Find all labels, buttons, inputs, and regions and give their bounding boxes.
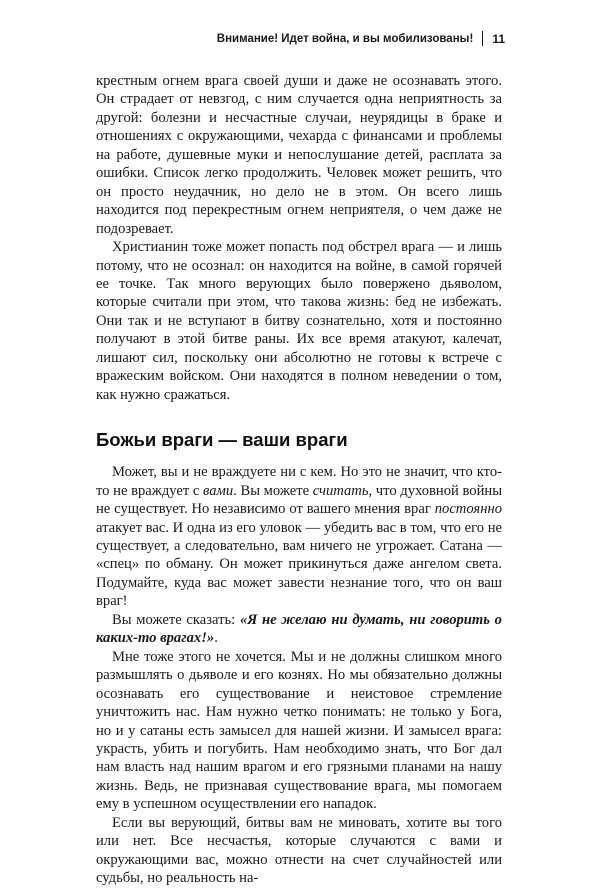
quote: «Я не желаю ни думать, ни говорить о каких-то врагах!» xyxy=(96,611,502,647)
text-run: Может, вы и не враждуете ни с кем. Но это не значит, что кто-то не враждует с xyxy=(96,464,502,499)
emphasis-postoyanno: постоянно xyxy=(434,501,502,518)
text-run: . Вы можете xyxy=(233,482,313,499)
paragraph-christian: Христианин тоже может попасть под обстрел врага — и лишь потому, что не осознал: он находится на войне, в самой горячей ее точке. Так много верующих было повержено дьяволом, которые считали при этом, что такова жизнь: бед не избежать. Они так и не вступают в битву сознательно, хотя и постоянно получают в этой битве раны. Их все время атакуют, калечат, лишают сил, поскольку они абсолютно не готовы к встрече с вражеским войском. Они находятся в полном неведении о том, как нужно сражаться. xyxy=(96,239,502,403)
paragraph-enemies xyxy=(96,463,502,611)
paragraph-continued: крестным огнем врага своей души и даже не осознавать этого. Он страдает от невзгод, с ним случается одна неприятность за другой: болезни и несчастные случаи, неурядицы в браке и отношениях с окружающими, чехарда с финансами и проблемы на работе, душевные муки и непослушание детей, расплата за ошибки. Список легко продолжить. Человек может решить, что он просто неудачник, но дело не в этом. Он всего лишь находится под перекрестным огнем неприятеля, о чем даже не подозревает. xyxy=(96,73,502,237)
paragraph-if-believer: Если вы верующий, битвы вам не миновать, хотите вы того или нет. Все несчастья, которые случаются с вами и окружающими вас, можно отнести на счет случайностей или судьбы, но реальность на- xyxy=(96,814,502,887)
emphasis-schitat: считать xyxy=(312,482,369,499)
paragraph-me-too: Мне тоже этого не хочется. Мы и не должны слишком много размышлять о дьяволе и его кознях. Но мы обязательно должны осознавать его существование и неистовое стремление уничтожить нас. Нам нужно четко понимать: не только у Бога, но и у сатаны есть замысел для нашей жизни. И замысел врага: украсть, убить и погубить. Нам необходимо знать, что Бог дал нам власть над нашим врагом и его грязными планами на нашу жизнь. Ведь, не признавая существование врага, мы помогаем ему в успешном осуществлении его нападок. xyxy=(96,648,502,813)
page-number: 11 xyxy=(492,31,505,46)
running-head-title: Внимание! Идет война, и вы мобилизованы! xyxy=(216,32,474,45)
header-divider xyxy=(482,31,483,46)
emphasis-vami: вами xyxy=(203,482,234,499)
section-heading: Божьи враги — ваши враги xyxy=(96,429,348,451)
text-run: . xyxy=(214,630,218,647)
paragraph-you-may-say xyxy=(96,611,502,648)
text-run: атакует вас. И одна из его уловок — убедить вас в том, что его не существует, а следовательно, вам ничего не угрожает. Сатана — «спец» по обману. Он может прикинуться даже ангелом света. Подумайте, куда вас может завести незнание того, что он ваш враг! xyxy=(96,519,502,610)
text-run: , что духовной войны не существует. Но независимо от вашего мнения враг xyxy=(96,482,503,518)
running-head xyxy=(217,31,505,46)
page-body xyxy=(96,72,502,888)
text-run: Вы можете сказать: xyxy=(112,611,240,628)
